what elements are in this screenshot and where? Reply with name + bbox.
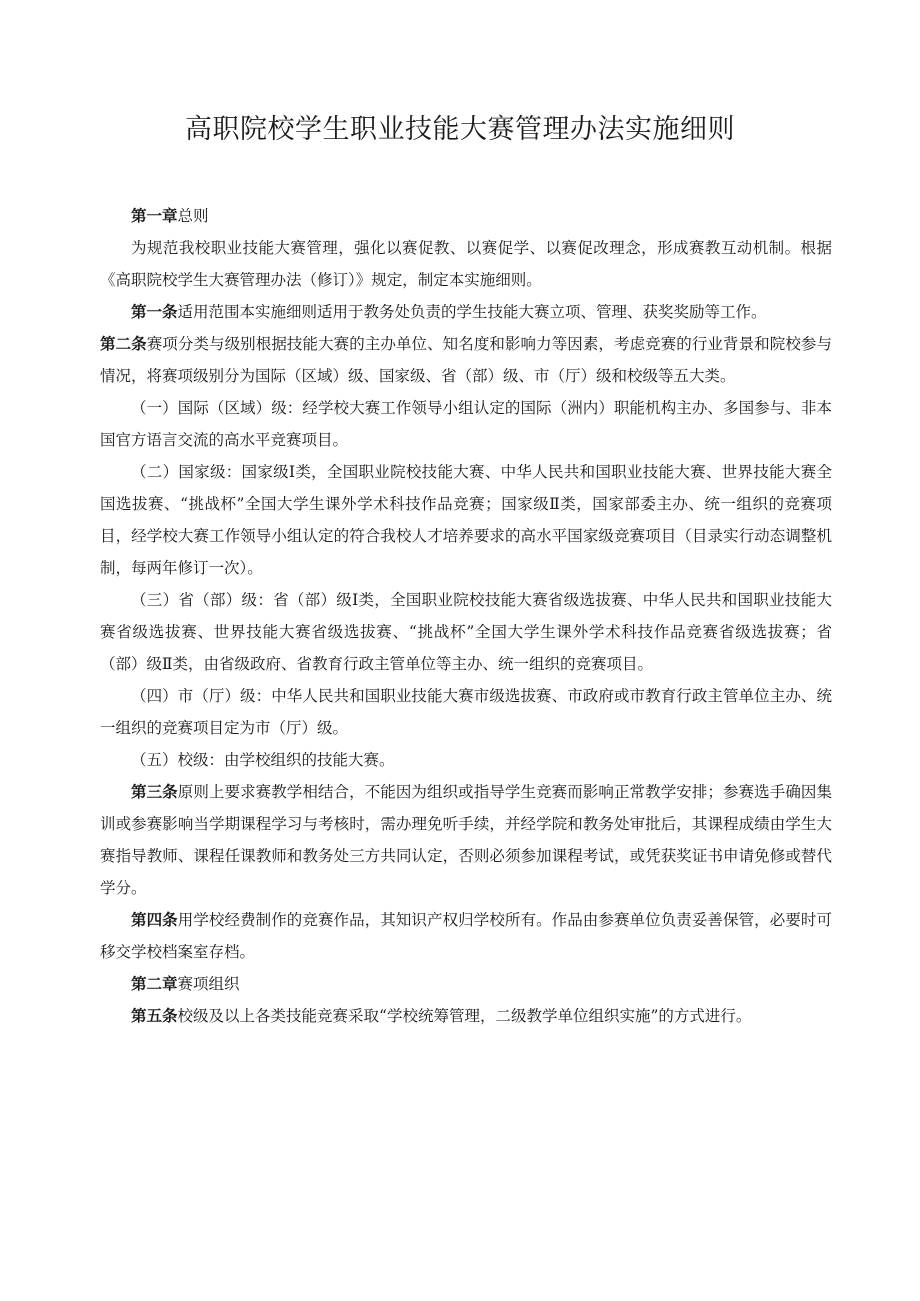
chapter-title: 赛项组织	[177, 975, 240, 993]
article-text: 用学校经费制作的竞赛作品，其知识产权归学校所有。作品由参赛单位负责妥善保管，必要时可移交学校档案室存档。	[100, 911, 832, 961]
article-text: 校级及以上各类技能竞赛采取“学校统筹管理，二级教学单位组织实施”的方式进行。	[177, 1007, 752, 1025]
chapter-heading	[100, 968, 832, 1000]
list-item	[100, 744, 832, 776]
article	[100, 296, 832, 328]
list-item-text: （三）省（部）级：省（部）级Ⅰ类，全国职业院校技能大赛省级选拔赛、中华人民共和国职业技能大赛省级选拔赛、世界技能大赛省级选拔赛、“挑战杯”全国大学生课外学术科技作品竞赛省级选拔赛；省（部）级Ⅱ类，由省级政府、省教育行政主管单位等主办、统一组织的竞赛项目。	[100, 591, 832, 673]
article-label: 第一条	[131, 302, 178, 321]
article	[100, 776, 832, 904]
document-body	[100, 200, 832, 1032]
list-item	[100, 392, 832, 456]
article-label: 第二条	[100, 334, 147, 353]
paragraph	[100, 232, 832, 296]
article	[100, 904, 832, 968]
chapter-label: 第二章	[131, 974, 178, 993]
list-item-text: （五）校级：由学校组织的技能大赛。	[131, 751, 395, 769]
article-label: 第五条	[131, 1006, 178, 1025]
article-text: 原则上要求赛教学相结合，不能因为组织或指导学生竞赛而影响正常教学安排；参赛选手确因集训或参赛影响当学期课程学习与考核时，需办理免听手续，并经学院和教务处审批后，其课程成绩由学生大赛指导教师、课程任课教师和教务处三方共同认定，否则必须参加课程考试，或凭获奖证书申请免修或替代学分。	[100, 783, 832, 897]
article-text: 赛项分类与级别根据技能大赛的主办单位、知名度和影响力等因素，考虑竞赛的行业背景和院校参与情况，将赛项级别分为国际（区域）级、国家级、省（部）级、市（厅）级和校级等五大类。	[100, 335, 832, 385]
article	[100, 328, 832, 392]
article-text: 适用范围本实施细则适用于教务处负责的学生技能大赛立项、管理、获奖奖励等工作。	[177, 303, 767, 321]
list-item	[100, 680, 832, 744]
paragraph-text: 为规范我校职业技能大赛管理，强化以赛促教、以赛促学、以赛促改理念，形成赛教互动机制。根据《高职院校学生大赛管理办法（修订）》规定，制定本实施细则。	[100, 239, 832, 289]
document-title: 高职院校学生职业技能大赛管理办法实施细则	[185, 114, 735, 145]
list-item	[100, 584, 832, 680]
list-item-text: （一）国际（区域）级：经学校大赛工作领导小组认定的国际（洲内）职能机构主办、多国参与、非本国官方语言交流的高水平竞赛项目。	[100, 399, 832, 449]
chapter-title: 总则	[177, 207, 209, 225]
article	[100, 1000, 832, 1032]
article-label: 第四条	[131, 910, 178, 929]
article-label: 第三条	[131, 782, 178, 801]
list-item-text: （四）市（厅）级：中华人民共和国职业技能大赛市级选拔赛、市政府或市教育行政主管单位主办、统一组织的竞赛项目定为市（厅）级。	[100, 687, 832, 737]
chapter-heading	[100, 200, 832, 232]
list-item	[100, 456, 832, 584]
list-item-text: （二）国家级：国家级Ⅰ类，全国职业院校技能大赛、中华人民共和国职业技能大赛、世界技能大赛全国选拔赛、“挑战杯”全国大学生课外学术科技作品竞赛；国家级Ⅱ类，国家部委主办、统一组织的竞赛项目，经学校大赛工作领导小组认定的符合我校人才培养要求的高水平国家级竞赛项目（目录实行动态调整机制，每两年修订一次）。	[100, 463, 832, 577]
chapter-label: 第一章	[131, 206, 178, 225]
